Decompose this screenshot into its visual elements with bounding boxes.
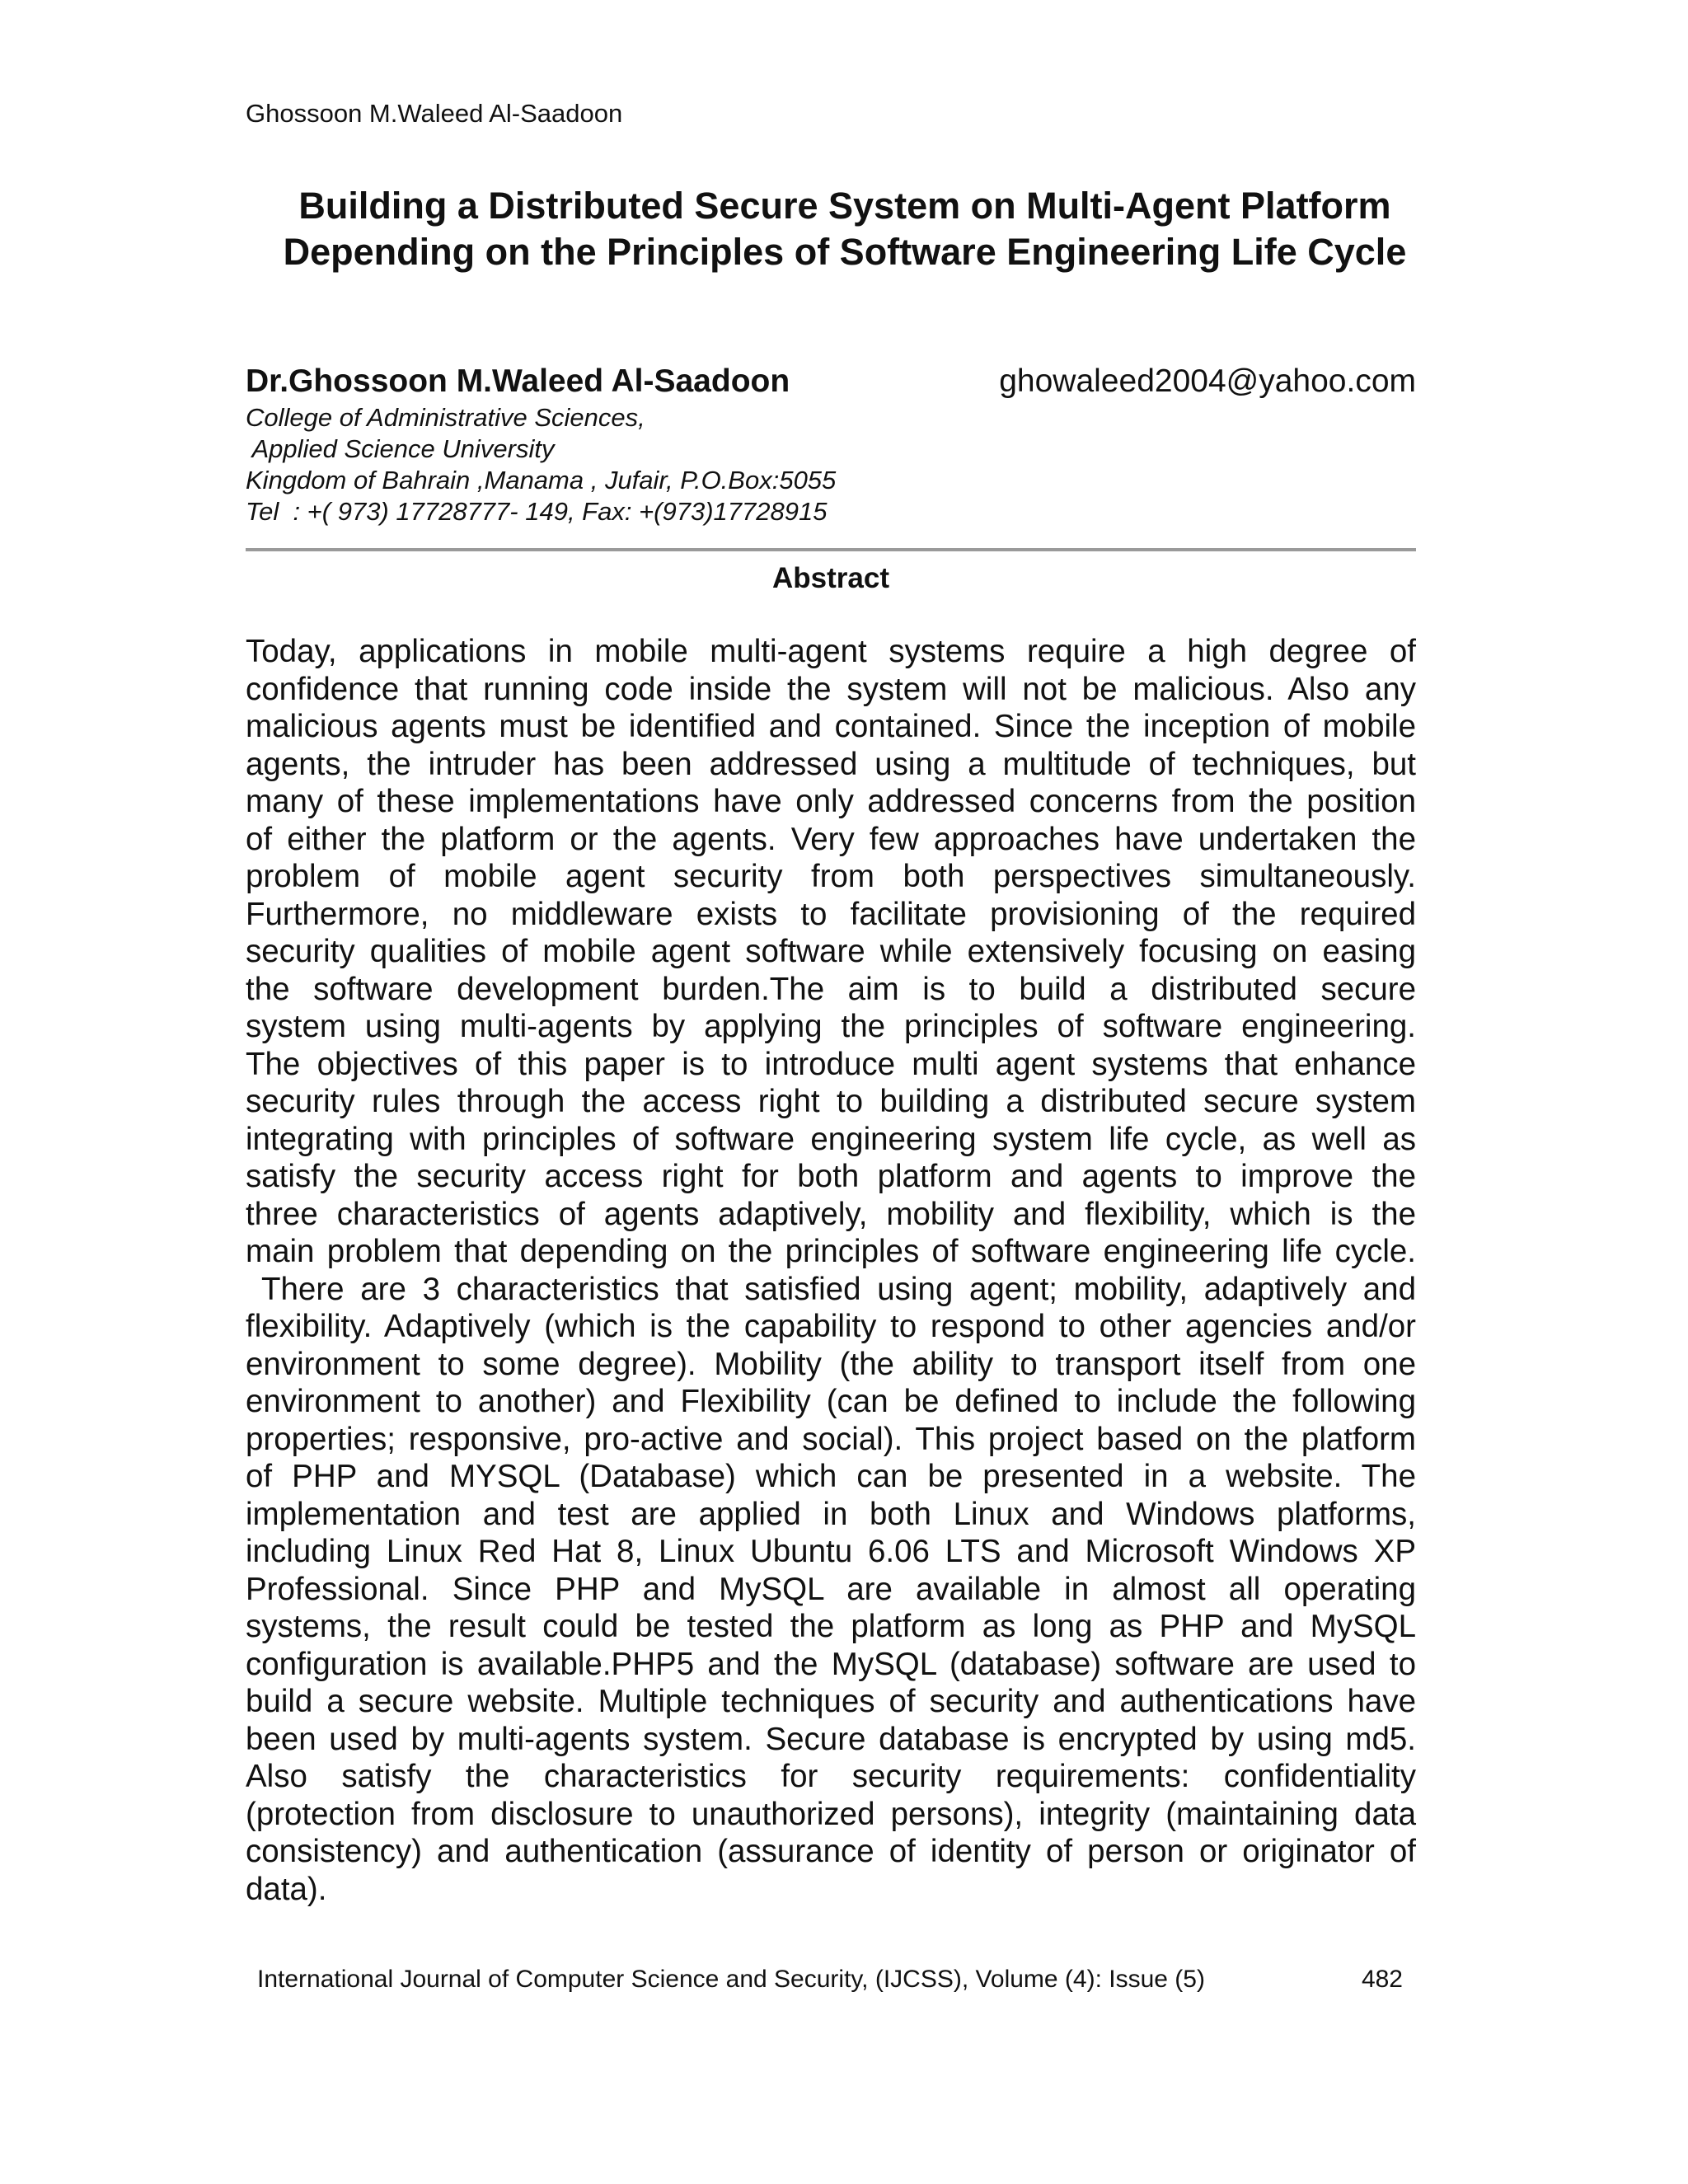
abstract-line: Today, applications in mobile multi-agent systems require a high degree of: [246, 634, 1416, 669]
abstract-line: security qualities of mobile agent software while extensively focusing on easing: [246, 934, 1416, 969]
page-footer: [257, 1963, 1403, 1996]
abstract-body: [246, 633, 1416, 1908]
abstract-line: The objectives of this paper is to introduce multi agent systems that enhance: [246, 1046, 1416, 1082]
abstract-line: environment to some degree). Mobility (the ability to transport itself from one: [246, 1346, 1416, 1382]
abstract-line: including Linux Red Hat 8, Linux Ubuntu 6.06 LTS and Microsoft Windows XP: [246, 1534, 1416, 1569]
abstract-line: Professional. Since PHP and MySQL are available in almost all operating: [246, 1571, 1416, 1607]
abstract-line: three characteristics of agents adaptively, mobility and flexibility, which is the: [246, 1196, 1416, 1232]
abstract-line: data).: [246, 1871, 327, 1907]
abstract-line: (protection from disclosure to unauthorized persons), integrity (maintaining data: [246, 1796, 1416, 1832]
abstract-line: many of these implementations have only addressed concerns from the position: [246, 784, 1416, 819]
abstract-line: confidence that running code inside the system will not be malicious. Also any: [246, 671, 1416, 707]
abstract-line: properties; responsive, pro-active and social). This project based on the platform: [246, 1421, 1416, 1457]
author-email: ghowaleed2004@yahoo.com: [999, 363, 1416, 399]
abstract-line: consistency) and authentication (assurance of identity of person or originator of: [246, 1834, 1416, 1869]
abstract-line: flexibility. Adaptively (which is the capability to respond to other agencies and/or: [246, 1309, 1416, 1344]
abstract-line: environment to another) and Flexibility (can be defined to include the following: [246, 1384, 1416, 1419]
abstract-line: Also satisfy the characteristics for security requirements: confidentiality: [246, 1759, 1416, 1794]
abstract-line: security rules through the access right to building a distributed secure system: [246, 1084, 1416, 1119]
section-divider: [246, 548, 1416, 551]
page-number: 482: [1361, 1966, 1403, 1993]
abstract-line: There are 3 characteristics that satisfied using agent; mobility, adaptively and: [246, 1271, 1416, 1307]
abstract-heading: Abstract: [772, 562, 889, 594]
abstract-line: the software development burden.The aim is to build a distributed secure: [246, 971, 1416, 1007]
title-line: Building a Distributed Secure System on Multi-Agent Platform: [298, 185, 1391, 227]
abstract-line: systems, the result could be tested the platform as long as PHP and MySQL: [246, 1609, 1416, 1644]
author-name: Dr.Ghossoon M.Waleed Al-Saadoon: [246, 363, 790, 399]
abstract-line: system using multi-agents by applying the principles of software engineering.: [246, 1009, 1416, 1044]
abstract-line: build a secure website. Multiple techniques of security and authentications have: [246, 1684, 1416, 1719]
abstract-line: Furthermore, no middleware exists to facilitate provisioning of the required: [246, 896, 1416, 932]
abstract-line: agents, the intruder has been addressed using a multitude of techniques, but: [246, 746, 1416, 782]
affiliation-line: Tel : +( 973) 17728777- 149, Fax: +(973)17728915: [246, 497, 828, 526]
abstract-line: problem of mobile agent security from both perspectives simultaneously.: [246, 859, 1416, 894]
abstract-line: been used by multi-agents system. Secure database is encrypted by using md5.: [246, 1721, 1416, 1757]
abstract-line: implementation and test are applied in both Linux and Windows platforms,: [246, 1496, 1416, 1532]
abstract-line: integrating with principles of software engineering system life cycle, as well as: [246, 1121, 1416, 1157]
affiliation-line: Kingdom of Bahrain ,Manama , Jufair, P.O.Box:5055: [246, 466, 837, 494]
title-line: Depending on the Principles of Software Engineering Life Cycle: [283, 231, 1407, 273]
affiliation-line: Applied Science University: [246, 434, 555, 463]
abstract-line: satisfy the security access right for both platform and agents to improve the: [246, 1159, 1416, 1194]
running-header: Ghossoon M.Waleed Al-Saadoon: [246, 99, 623, 128]
abstract-line: of either the platform or the agents. Very few approaches have undertaken the: [246, 821, 1416, 857]
affiliation-line: College of Administrative Sciences,: [246, 403, 645, 432]
paper-title: [214, 183, 1475, 275]
abstract-line: malicious agents must be identified and contained. Since the inception of mobile: [246, 709, 1416, 744]
abstract-line: configuration is available.PHP5 and the MySQL (database) software are used to: [246, 1646, 1416, 1682]
author-block: [246, 361, 1416, 527]
abstract-line: of PHP and MYSQL (Database) which can be presented in a website. The: [246, 1459, 1416, 1494]
footer-journal: International Journal of Computer Science and Security, (IJCSS), Volume (4): Issue (5): [257, 1966, 1205, 1993]
abstract-line: main problem that depending on the principles of software engineering life cycle.: [246, 1234, 1416, 1269]
